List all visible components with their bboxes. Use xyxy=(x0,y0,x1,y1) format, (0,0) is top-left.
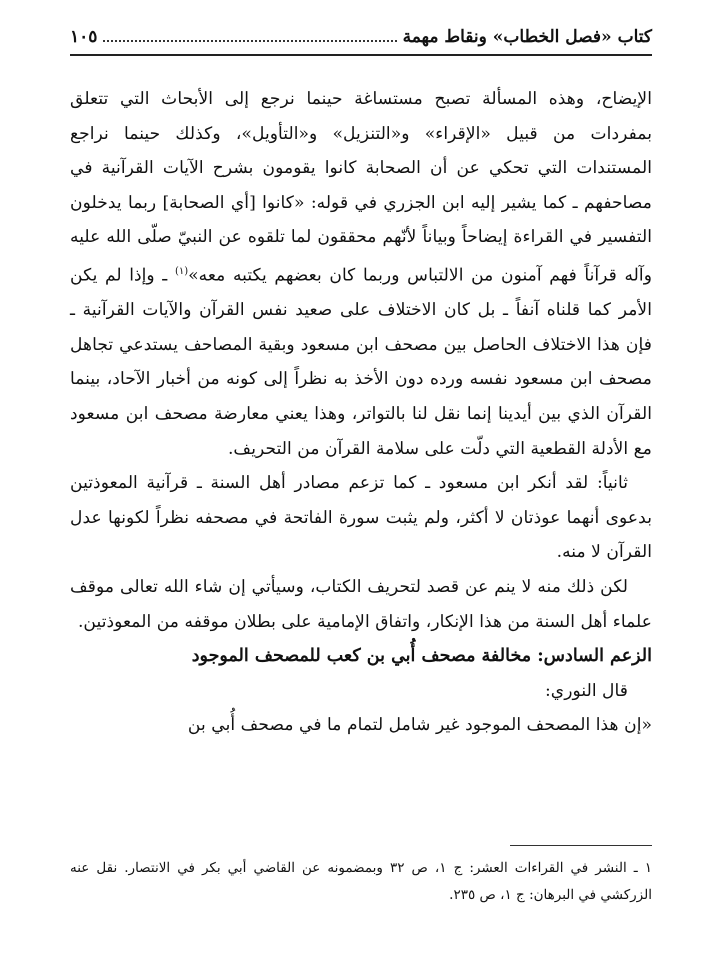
running-header xyxy=(70,24,652,50)
main-text xyxy=(70,82,652,743)
header-leader-dots xyxy=(103,32,396,42)
header-title: كتاب «فصل الخطاب» ونقاط مهمة xyxy=(402,27,652,47)
header-rule xyxy=(70,54,652,56)
paragraph-1-text: الإيضاح، وهذه المسألة تصبح مستساغة حينما نرجع إلى الأبحاث التي تتعلق بمفردات من قبيل «الإقراء» و«التنزيل» و«التأويل»، وكذلك حينما نراجع المستندات التي تحكي عن أن الصحابة كانوا يقومون بشرح الآيات القرآنية في مصاحفهم ـ كما يشير إليه ابن الجزري في قوله: «كانوا [أي الصحابة] ربما يدخلون التفسير في القراءة إيضاحاً وبياناً لأنّهم محققون لما تلقوه عن النبيّ صلّى الله عليه وآله قرآناً فهم آمنون من الالتباس وربما كان بعضهم يكتبه معه» xyxy=(70,89,652,286)
footnotes xyxy=(70,855,652,909)
paragraph-3: لكن ذلك منه لا ينم عن قصد لتحريف الكتاب، وسيأتي إن شاء الله تعالى موقف علماء أهل السنة من هذا الإنكار، واتفاق الإمامية على بطلان موقفه من المعوذتين. xyxy=(70,577,652,632)
section-heading: الزعم السادس: مخالفة مصحف أُبي بن كعب للمصحف الموجود xyxy=(191,646,652,667)
paragraph-5: «إن هذا المصحف الموجود غير شامل لتمام ما في مصحف أُبي بن xyxy=(187,715,652,736)
page-number: ١٠٥ xyxy=(70,27,98,47)
footnote-marker: (١) xyxy=(174,265,189,277)
footnote-1: ١ ـ النشر في القراءات العشر: ج ١، ص ٣٢ وبمضمونه عن القاضي أبي بكر في الانتصار. نقل عنه الزركشي في البرهان: ج ١، ص ٢٣٥. xyxy=(70,860,652,903)
paragraph-4: قال النوري: xyxy=(544,680,628,701)
footnote-separator xyxy=(510,845,652,846)
paragraph-2: ثانياً: لقد أنكر ابن مسعود ـ كما تزعم مصادر أهل السنة ـ قرآنية المعوذتين بدعوى أنهما عوذتان لا أكثر، ولم يثبت سورة الفاتحة في مصحفه نظراً لكونها عدل القرآن لا منه. xyxy=(70,473,652,563)
paragraph-1 xyxy=(70,82,652,466)
paragraph-1-continuation: ـ وإذا لم يكن الأمر كما قلناه آنفاً ـ بل كان الاختلاف على صعيد نفس القرآن والآيات القرآنية ـ فإن هذا الاختلاف الحاصل بين مصحف ابن مسعود وبقية المصاحف يستدعي تجاهل مصحف ابن مسعود نفسه ورده دون الأخذ به نظراً إلى كونه من أخبار الآحاد، بينما القرآن الذي بين أيدينا إنما نقل لنا بالتواتر، وهذا يعني معارضة مصحف ابن مسعود مع الأدلة القطعية التي دلّت على سلامة القرآن من التحريف. xyxy=(70,265,652,459)
